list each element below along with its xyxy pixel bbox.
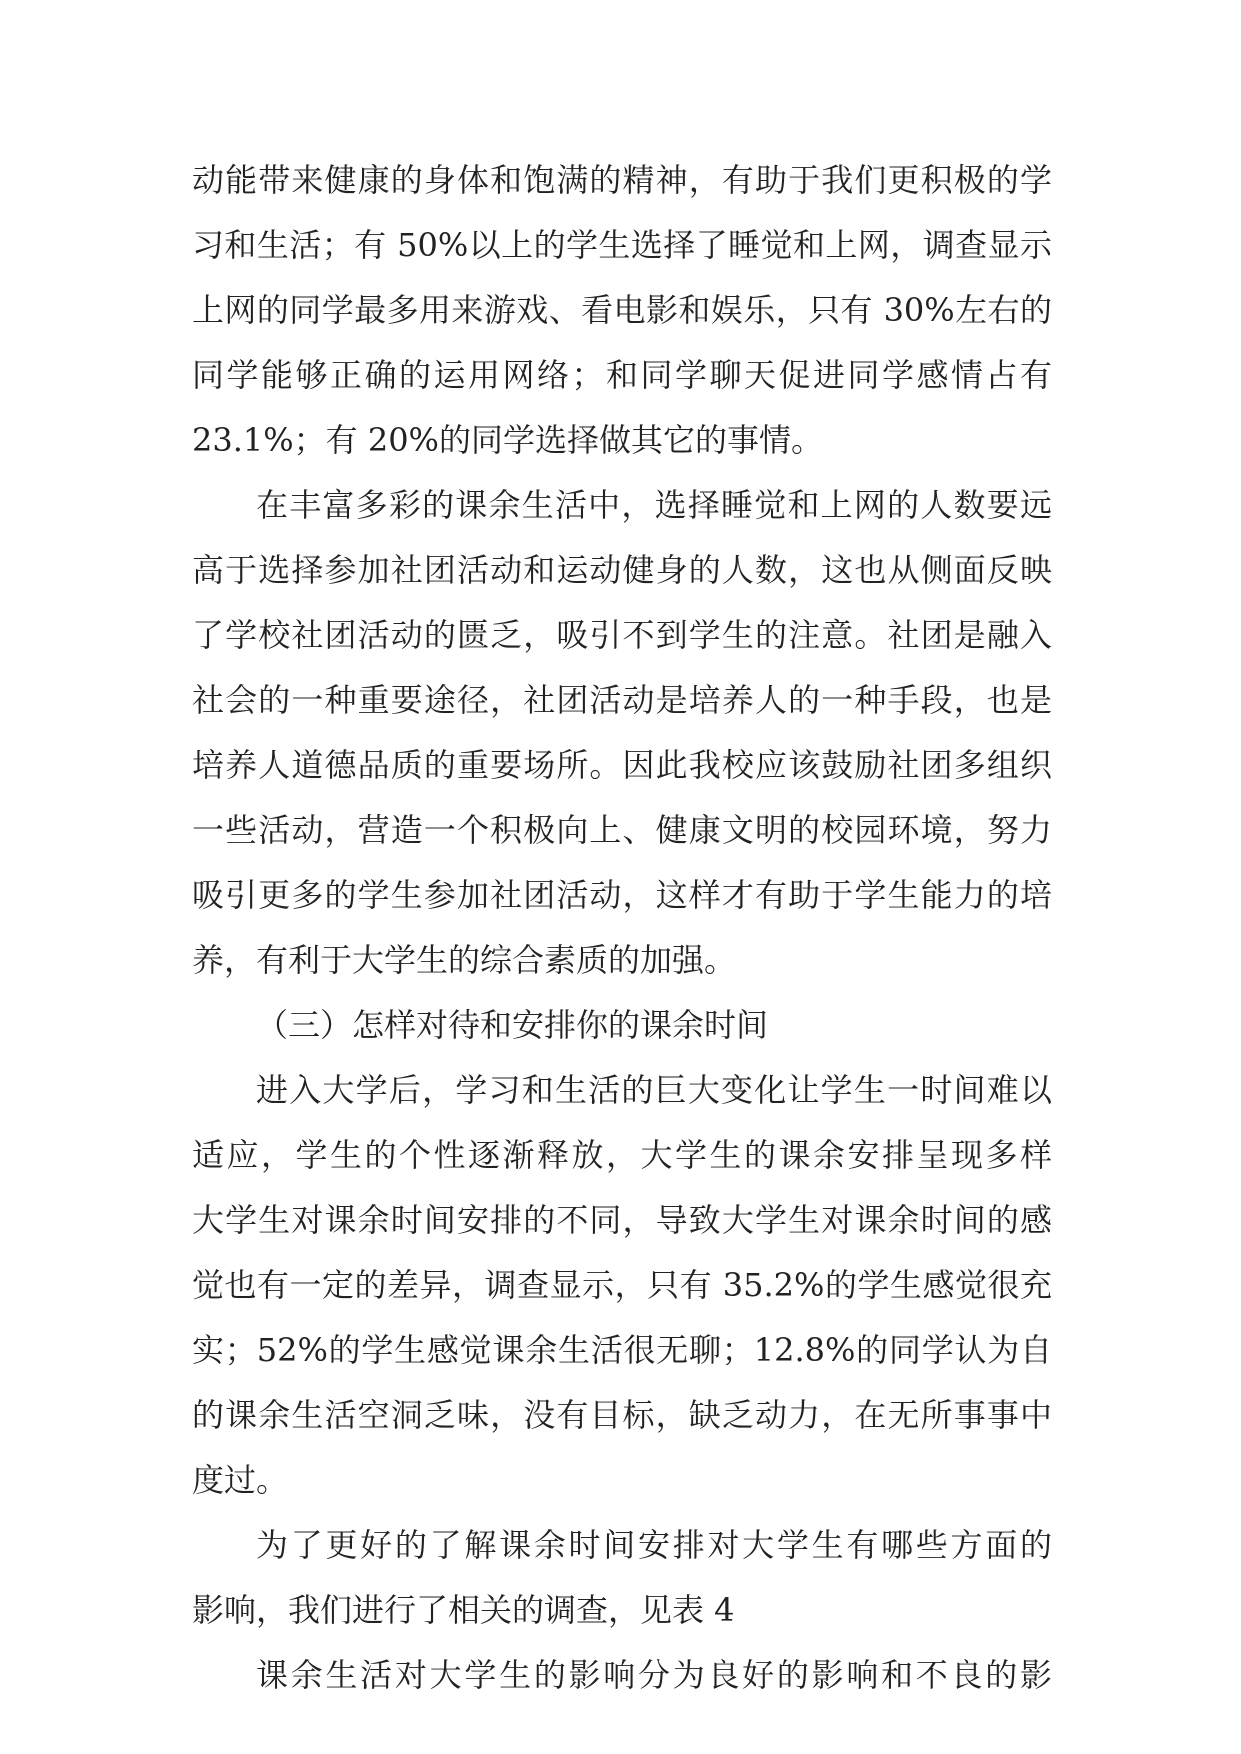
text-line: 养，有利于大学生的综合素质的加强。 bbox=[192, 941, 737, 979]
paragraph-4 bbox=[192, 1513, 1052, 1643]
text-line: 影响，我们进行了相关的调查，见表 4 bbox=[192, 1591, 735, 1629]
paragraph-2 bbox=[192, 473, 1052, 993]
paragraph-5 bbox=[192, 1643, 1052, 1708]
text-line: 大学生对课余时间安排的不同，导致大学生对课余时间的感 bbox=[192, 1201, 1052, 1239]
text-line: 的课余生活空洞乏味，没有目标，缺乏动力，在无所事事中 bbox=[192, 1396, 1052, 1434]
paragraph-1 bbox=[192, 148, 1052, 473]
text-line: 同学能够正确的运用网络；和同学聊天促进同学感情占有 bbox=[192, 356, 1052, 394]
text-line: 为了更好的了解课余时间安排对大学生有哪些方面的 bbox=[256, 1526, 1052, 1564]
text-line: 23.1%；有 20%的同学选择做其它的事情。 bbox=[192, 421, 823, 459]
text-line: 度过。 bbox=[192, 1461, 289, 1499]
text-line: 进入大学后，学习和生活的巨大变化让学生一时间难以 bbox=[256, 1071, 1052, 1109]
text-line: 适应，学生的个性逐渐释放，大学生的课余安排呈现多样 bbox=[192, 1136, 1052, 1174]
text-line: 课余生活对大学生的影响分为良好的影响和不良的影 bbox=[256, 1656, 1052, 1694]
text-line: 培养人道德品质的重要场所。因此我校应该鼓励社团多组织 bbox=[192, 746, 1052, 784]
text-line: 习和生活；有 50%以上的学生选择了睡觉和上网，调查显示 bbox=[192, 226, 1052, 264]
text-line: 觉也有一定的差异，调查显示，只有 35.2%的学生感觉很充 bbox=[192, 1266, 1052, 1304]
text-line: 高于选择参加社团活动和运动健身的人数，这也从侧面反映 bbox=[192, 551, 1052, 589]
text-line: 上网的同学最多用来游戏、看电影和娱乐，只有 30%左右的 bbox=[192, 291, 1052, 329]
text-line: 在丰富多彩的课余生活中，选择睡觉和上网的人数要远 bbox=[256, 486, 1052, 524]
section-heading bbox=[192, 993, 1052, 1058]
text-line: 了学校社团活动的匮乏，吸引不到学生的注意。社团是融入 bbox=[192, 616, 1052, 654]
text-line: 实；52%的学生感觉课余生活很无聊；12.8%的同学认为自 bbox=[192, 1331, 1052, 1369]
text-line: 动能带来健康的身体和饱满的精神，有助于我们更积极的学 bbox=[192, 161, 1052, 199]
paragraph-3 bbox=[192, 1058, 1052, 1513]
text-line: 社会的一种重要途径，社团活动是培养人的一种手段，也是 bbox=[192, 681, 1052, 719]
text-line: 吸引更多的学生参加社团活动，这样才有助于学生能力的培 bbox=[192, 876, 1052, 914]
section-heading-text: （三）怎样对待和安排你的课余时间 bbox=[256, 1006, 769, 1044]
document-body bbox=[192, 148, 1052, 1708]
text-line: 一些活动，营造一个积极向上、健康文明的校园环境，努力 bbox=[192, 811, 1052, 849]
